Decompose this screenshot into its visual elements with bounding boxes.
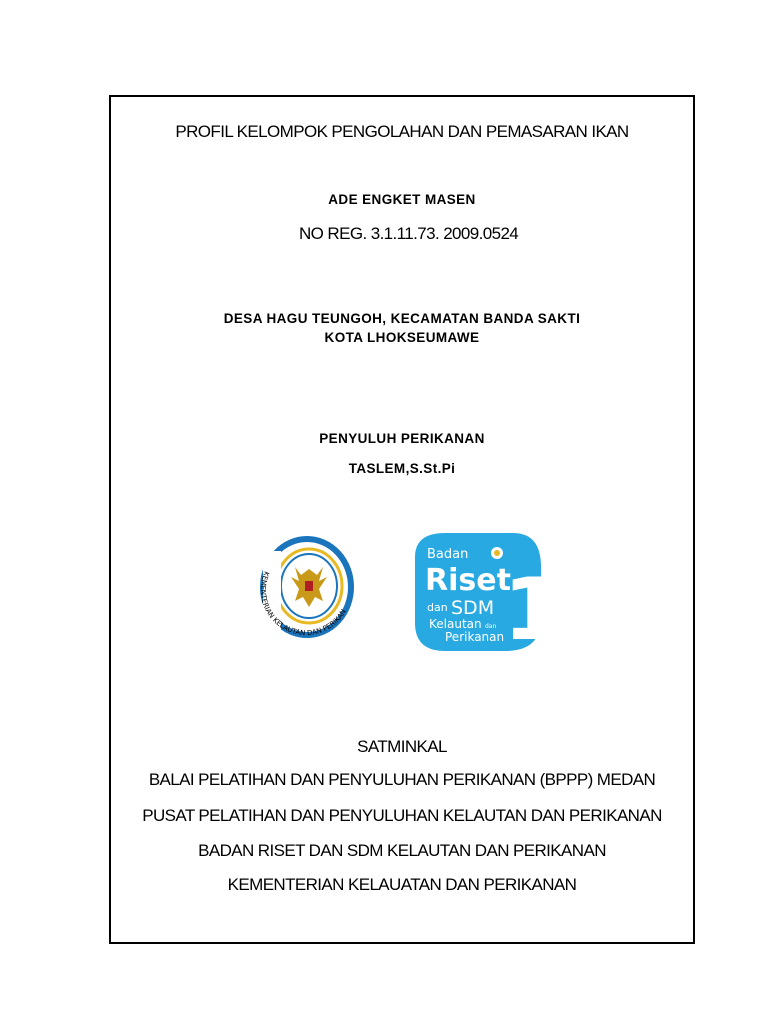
registration-number: NO REG. 3.1.11.73. 2009.0524 xyxy=(299,224,519,243)
group-name: ADE ENGKET MASEN xyxy=(328,192,476,207)
brsdm-number-text: 1 xyxy=(503,560,563,660)
kkp-emblem-icon xyxy=(229,531,379,646)
brsdm-riset-text: Riset xyxy=(425,563,511,598)
address-line-2: KOTA LHOKSEUMAWE xyxy=(324,330,480,345)
brsdm-dan-text: dan xyxy=(427,601,448,614)
brsdm-badan-text: Badan xyxy=(427,547,469,562)
brsdm-kelautan-text: Kelautan xyxy=(429,617,482,631)
satminkal-label: SATMINKAL xyxy=(357,737,447,756)
brsdm-badge-icon xyxy=(405,527,563,660)
address-line-1: DESA HAGU TEUNGOH, KECAMATAN BANDA SAKTI xyxy=(223,311,581,326)
brsdm-dan2-text: dan xyxy=(485,623,497,630)
brsdm-logo xyxy=(405,527,563,660)
extension-officer-label: PENYULUH PERIKANAN xyxy=(319,431,485,446)
org-line-1: BALAI PELATIHAN DAN PENYULUHAN PERIKANAN (BPPP) MEDAN xyxy=(148,770,656,789)
kkp-logo xyxy=(229,531,379,646)
brsdm-sdm-text: SDM xyxy=(451,597,495,619)
org-line-3: BADAN RISET DAN SDM KELAUTAN DAN PERIKANAN xyxy=(198,841,606,860)
kkp-ring-text: KEMENTERIAN KELAUTAN DAN PERIKAN xyxy=(258,570,348,638)
org-line-2: PUSAT PELATIHAN DAN PENYULUHAN KELAUTAN DAN PERIKANAN xyxy=(142,806,662,825)
extension-officer-name: TASLEM,S.St.Pi xyxy=(348,461,456,476)
brsdm-perikanan-text: Perikanan xyxy=(445,630,505,644)
org-line-4: KEMENTERIAN KELAUATAN DAN PERIKANAN xyxy=(227,875,577,894)
document-title: PROFIL KELOMPOK PENGOLAHAN DAN PEMASARAN IKAN xyxy=(175,122,629,141)
